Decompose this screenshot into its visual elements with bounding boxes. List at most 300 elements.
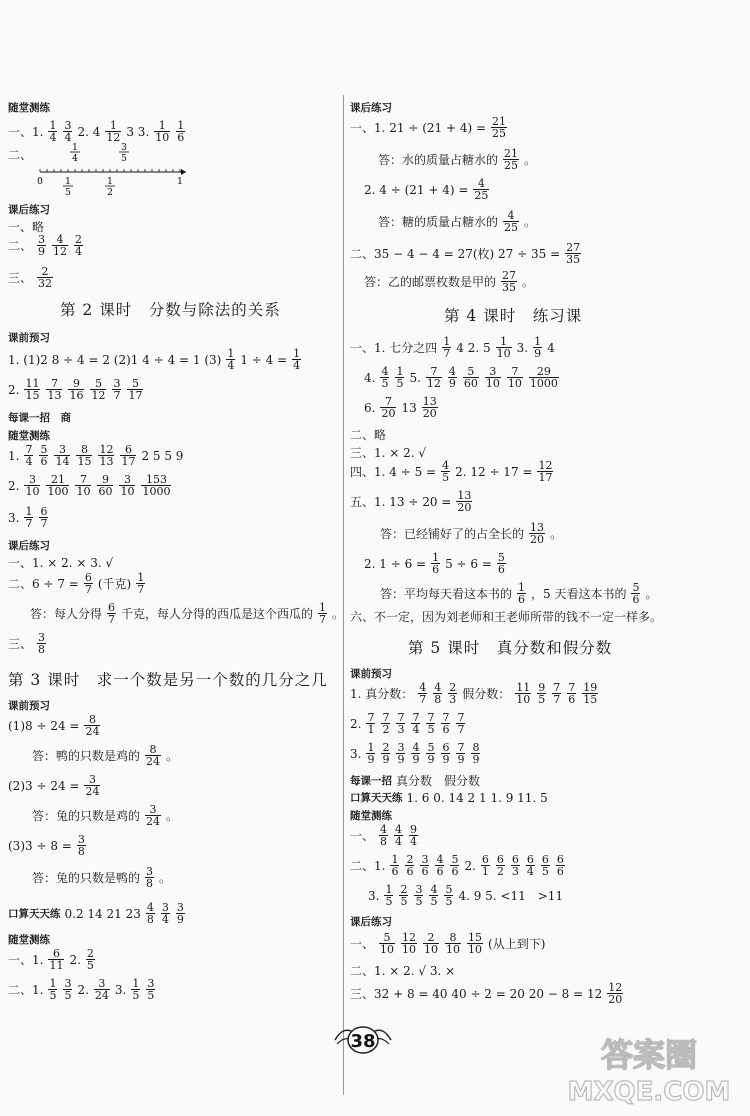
text-pre: 答：乙的邮票枚数是甲的 [364,275,497,289]
denominator: 1000 [529,377,558,390]
watermark-bottom: MXQE.COM [567,1077,731,1107]
label-0: 0 [37,177,43,187]
numerator: 5 [40,443,48,456]
section-heading: 课后练习 [350,102,392,114]
numerator: 12 [402,931,417,944]
fraction [52,234,68,257]
denominator: 10 [446,943,461,956]
denominator: 8 [380,835,388,848]
numerator: 3 [176,901,184,914]
fraction [441,742,450,765]
numerator: 3 [489,365,497,378]
fraction [39,444,48,467]
numerator: 21 [504,147,519,160]
denominator: 17 [128,389,143,402]
answer-line [364,396,439,419]
fraction [448,366,457,389]
fraction [552,682,561,705]
numerator: 1 [385,883,393,896]
numerator: 1 [132,977,140,990]
tip-line: 每课一招 商 [8,412,71,424]
denominator: 6 [497,563,505,576]
numerator: 6 [511,853,519,866]
fraction [433,682,442,705]
column-divider [343,95,344,1095]
fraction [607,982,623,1005]
numerator: 4 [419,681,427,694]
fraction [420,854,429,877]
section-heading: 随堂测练 [8,102,50,114]
numerator: 6 [556,853,564,866]
answer-line [368,884,563,907]
numerator: 11 [516,681,531,694]
denominator: 12 [53,245,68,258]
denominator: 6 [421,865,429,878]
numerator: 3 [28,473,36,486]
text-pre: 3. [368,888,380,903]
fraction [154,120,170,143]
text-pre: 一、 [350,937,375,951]
text-pre: 1. (1)2 8 ÷ 4 = 2 (2)1 4 ÷ 4 = 1 (3) [8,352,222,367]
text-tail: 4 [547,340,555,355]
label-bot-1-num: 1 [65,177,71,187]
text-pre: 一、1. [8,953,44,967]
fraction [24,506,33,529]
answer-line [8,774,101,797]
denominator: 60 [98,485,113,498]
fraction [119,474,135,497]
fraction [450,854,459,877]
text-pre: 2. 1 ÷ 6 = [364,556,427,571]
numerator: 8 [449,931,457,944]
numerator: 6 [442,741,450,754]
numerator: 2 [400,883,408,896]
text-m1: 4 2. 5 [456,340,491,355]
denominator: 32 [38,277,53,290]
text-pre: 一、1. 21 ÷ (21 + 4) = [350,121,487,135]
text-pre: 三、 [8,271,33,285]
fraction [501,270,517,293]
fraction [426,366,442,389]
text-mid: 千克，每人分得的西瓜是这个西瓜的 [121,607,314,621]
numerator: 3 [38,631,46,644]
answer-line [8,714,101,737]
fraction [379,824,388,847]
text-pre: 三、32 + 8 = 40 40 ÷ 2 = 20 20 − 8 = 12 [350,987,603,1001]
text-mid: 2. 4 [77,124,101,139]
numerator: 5 [467,365,475,378]
numerator: 1 [158,119,166,132]
page-number-badge [333,1018,393,1058]
answer-line [8,266,54,289]
oral-head: 口算天天练 [350,792,403,804]
numerator: 7 [25,443,33,456]
text-post: 。 [550,527,563,541]
answer-line [350,682,599,705]
numerator: 21 [50,473,65,486]
number-line-answer [8,146,32,163]
denominator: 4 [526,865,534,878]
numerator: 2 [86,947,94,960]
fraction [497,552,506,575]
denominator: 8 [146,913,154,926]
denominator: 10 [155,131,170,144]
label-top-1-den: 4 [72,154,78,164]
text-mid: ，5 天看这本书的 [531,587,627,601]
fraction [541,854,550,877]
numerator: 1 [534,335,542,348]
numerator: 6 [541,853,549,866]
denominator: 6 [177,131,185,144]
number-line-ticks [37,143,186,198]
text-pre: 五、1. 13 ÷ 20 = [350,495,452,509]
numerator: 3 [397,741,405,754]
denominator: 60 [463,377,478,390]
section-heading: 随堂测练 [8,934,50,946]
answer-line [350,932,545,955]
section-heading: 课后练习 [8,204,50,216]
fraction [161,902,170,925]
fraction [426,712,435,735]
denominator: 5 [381,377,389,390]
numerator: 2 [75,233,83,246]
denominator: 11 [49,959,64,972]
answer-line [8,348,302,371]
denominator: 9 [442,753,450,766]
denominator: 4 [412,723,420,736]
numerator: 29 [536,365,551,378]
text-pre: 答：兔的只数是鸭的 [32,871,141,885]
section-heading: 课前预习 [350,668,392,680]
denominator: 10 [25,485,40,498]
numerator: 1 [432,551,440,564]
fraction [54,444,70,467]
fraction [145,744,161,767]
line-prefix: 二、 [8,148,33,162]
denominator: 35 [502,281,517,294]
text-pre: 3. [350,746,362,761]
numerator: 6 [40,505,48,518]
fraction [441,712,450,735]
text-post: 。 [159,871,172,885]
denominator: 5 [132,989,140,1002]
text-pre: 答：兔的只数是鸡的 [32,809,141,823]
denominator: 5 [400,895,408,908]
denominator: 7 [319,613,327,626]
text-mid: 13 [401,400,417,415]
denominator: 7 [84,583,92,596]
text-post: 。 [166,749,179,763]
denominator: 5 [430,895,438,908]
answer-line [8,572,146,595]
numerator: 12 [608,981,623,994]
answer-line [8,444,183,467]
numerator: 1 [293,347,301,360]
answer-line [8,902,186,925]
answer-line [378,210,536,233]
denominator: 4 [161,913,169,926]
denominator: 4 [227,359,235,372]
answer-line [8,474,172,497]
answer-line [364,552,507,575]
fraction [395,366,404,389]
denominator: 8 [146,877,154,890]
fraction [491,116,507,139]
numerator: 7 [430,365,438,378]
answer-line: 三、1. × 2. √ [350,446,427,460]
denominator: 9 [534,347,542,360]
fraction [456,490,472,513]
fraction [401,932,417,955]
denominator: 9 [176,913,184,926]
numerator: 2 [406,853,414,866]
denominator: 4 [410,835,418,848]
denominator: 12 [106,131,121,144]
denominator: 4 [293,359,301,372]
fraction [481,854,490,877]
numerator: 1 [500,335,508,348]
lesson-title: 第 3 课时 求一个数是另一个数的几分之几 [8,671,328,689]
fraction [176,120,185,143]
numerator: 8 [80,443,88,456]
numerator: 13 [422,395,437,408]
text-pre: 答：平均每天看这本书的 [380,587,513,601]
denominator: 5 [385,895,393,908]
fraction [136,572,145,595]
numerator: 7 [511,365,519,378]
numerator: 5 [94,377,102,390]
fraction [48,948,64,971]
fraction [90,378,106,401]
text-pre: 4. [364,370,376,385]
text-mid: 假分数： [462,687,511,701]
denominator: 7 [113,389,121,402]
fraction [471,742,480,765]
denominator: 4 [64,131,72,144]
numerator: 13 [457,489,472,502]
section-heading: 课前预习 [8,700,50,712]
denominator: 9 [427,753,435,766]
answer-line [380,582,657,605]
fraction [467,932,483,955]
denominator: 9 [448,377,456,390]
denominator: 7 [25,517,33,530]
numerator: 4 [436,853,444,866]
text-pre: 二、1. [8,983,44,997]
denominator: 9 [382,753,390,766]
denominator: 24 [85,725,100,738]
text-pre: 2. [350,716,362,731]
page-number: 38 [350,1031,376,1052]
text-pre: 二、 [8,239,33,253]
numerator: 7 [442,711,450,724]
fraction [84,572,93,595]
answer-line: 二、略 [350,428,387,442]
answer-line [350,336,555,359]
numerator: 4 [477,177,485,190]
numerator: 3 [58,443,66,456]
numerator: 3 [98,977,106,990]
text-post: 。 [522,275,535,289]
text-tail: (从上到下) [488,937,546,951]
denominator: 35 [566,253,581,266]
denominator: 10 [76,485,91,498]
fraction [46,378,62,401]
fraction [131,978,140,1001]
fraction [24,474,40,497]
fraction [426,742,435,765]
numerator: 4 [434,681,442,694]
denominator: 8 [77,845,85,858]
text-mid: (千克) [97,577,132,591]
text-pre: (2)3 ÷ 24 = [8,778,80,793]
fraction [120,444,136,467]
fraction [565,242,581,265]
numerator: 7 [427,711,435,724]
fraction [86,948,95,971]
fraction [496,336,512,359]
answer-line [364,270,534,293]
numerator: 5 [632,581,640,594]
denominator: 6 [432,563,440,576]
numerator: 4 [395,823,403,836]
numerator: 13 [530,521,545,534]
tip-head: 每课一招 [350,775,392,787]
denominator: 17 [538,471,553,484]
denominator: 3 [511,865,519,878]
fraction [68,378,84,401]
label-top-1-num: 1 [72,143,78,153]
fraction [24,444,33,467]
fraction [94,978,110,1001]
denominator: 15 [77,455,92,468]
answer-line [364,178,490,201]
denominator: 6 [442,723,450,736]
denominator: 3 [397,723,405,736]
fraction [390,854,399,877]
denominator: 7 [137,583,145,596]
text-pre: 一、1. [8,125,44,139]
numerator: 6 [52,947,60,960]
fraction [448,682,457,705]
fraction [37,632,46,655]
denominator: 7 [419,693,427,706]
text-mid2: 3 3. [126,124,150,139]
denominator: 25 [504,159,519,172]
text-post: 。 [524,153,537,167]
text-m1: 2. [77,982,89,997]
denominator: 13 [99,455,114,468]
denominator: 8 [38,643,46,656]
answer-line [350,712,466,735]
numerator: 7 [412,711,420,724]
denominator: 17 [121,455,136,468]
denominator: 24 [146,815,161,828]
numerator: 7 [50,377,58,390]
fraction [444,884,453,907]
text-pre: 2. 4 ÷ (21 + 4) = [364,182,469,197]
answer-line [364,366,560,389]
denominator: 9 [412,753,420,766]
numerator: 1 [25,505,33,518]
number-line-diagram [30,142,190,202]
denominator: 10 [402,943,417,956]
fraction [529,522,545,545]
denominator: 9 [472,753,480,766]
numerator: 4 [56,233,64,246]
answer-line [378,148,536,171]
numerator: 5 [451,853,459,866]
denominator: 5 [49,989,57,1002]
watermark-top: 答案圈 [600,1036,698,1074]
denominator: 5 [86,959,94,972]
text-post: 。 [524,215,537,229]
fraction [366,742,375,765]
numerator: 4 [146,901,154,914]
answer-line [380,522,562,545]
fraction [431,552,440,575]
fraction [381,712,390,735]
fraction [441,460,450,483]
tip-text: 真分数 假分数 [396,774,481,788]
watermark-logo [557,1028,742,1108]
label-bot-1-den: 5 [65,188,71,198]
fraction [456,742,465,765]
numerator: 6 [496,853,504,866]
numerator: 8 [472,741,480,754]
fraction [112,378,121,401]
text-pre: 二、1. [350,859,386,873]
fraction [292,348,301,371]
fraction [318,602,327,625]
denominator: 10 [424,943,439,956]
denominator: 10 [507,377,522,390]
text-pre: 1. [8,448,20,463]
answer-line: 一、1. × 2. × 3. √ [8,556,114,570]
numerator: 6 [84,571,92,584]
denominator: 4 [49,131,57,144]
fraction [381,742,390,765]
numerator: 1 [518,581,526,594]
numerator: 1 [177,119,185,132]
fraction [511,854,520,877]
label-bot-2-den: 2 [107,188,113,198]
numerator: 3 [147,977,155,990]
text-mid: 1 ÷ 4 = [240,352,288,367]
fraction [98,444,114,467]
text-mid: 2. [69,952,81,967]
denominator: 7 [553,693,561,706]
denominator: 25 [492,127,507,140]
fraction [496,854,505,877]
denominator: 13 [47,389,62,402]
numerator: 1 [367,741,375,754]
denominator: 5 [538,693,546,706]
denominator: 15 [25,389,40,402]
numerator: 4 [448,365,456,378]
numerator: 1 [443,335,451,348]
numerator: 27 [502,269,517,282]
text-pre: 0.2 14 21 23 [64,906,141,921]
fraction [503,210,519,233]
text-m1: 5. [409,370,421,385]
text-pre: 四、1. 4 ÷ 5 = [350,465,437,479]
numerator: 2 [382,741,390,754]
answer-line [32,804,178,827]
numerator: 2 [41,265,49,278]
fraction [396,742,405,765]
denominator: 4 [25,455,33,468]
